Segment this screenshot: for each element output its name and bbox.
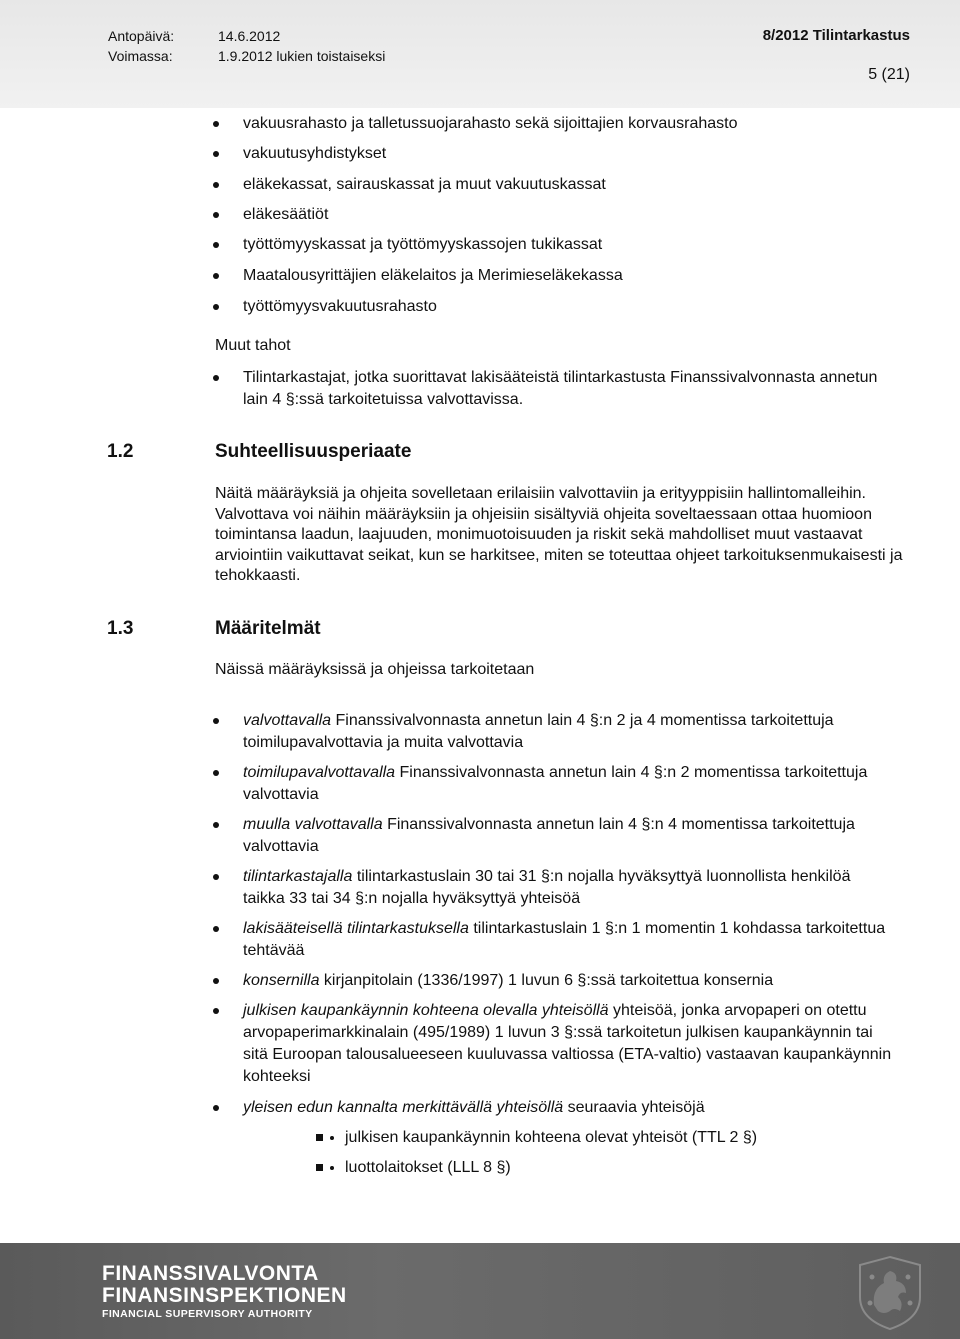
definition-item — [243, 970, 893, 992]
definition-term: muulla valvottavalla — [243, 816, 383, 833]
list-item: työttömyysvakuutusrahasto — [243, 296, 893, 318]
section-number: 1.3 — [107, 618, 134, 639]
definition-term: yleisen edun kannalta merkittävällä yhteisöllä — [243, 1099, 564, 1116]
definition-term: lakisääteisellä tilintarkastuksella — [243, 920, 469, 937]
definition-term: toimilupavalvottavalla — [243, 764, 396, 781]
definition-text: seuraavia yhteisöjä — [563, 1099, 705, 1116]
antopaiva-label: Antopäivä: — [108, 28, 175, 44]
voimassa-label: Voimassa: — [108, 48, 173, 64]
definition-item — [243, 710, 893, 754]
definition-term: julkisen kaupankäynnin kohteena olevalla yhteisöllä — [243, 1002, 609, 1019]
definition-item — [243, 1000, 893, 1088]
document-title: 8/2012 Tilintarkastus — [762, 27, 910, 44]
definition-text: tilintarkastuslain 1 §:n 1 momentin 1 kohdassa tarkoitettua tehtävää — [243, 920, 886, 959]
list-item: • luottolaitokset (LLL 8 §) — [345, 1157, 511, 1179]
finnish-lion-crest-icon — [850, 1253, 930, 1331]
definition-item — [243, 762, 893, 806]
antopaiva-value: 14.6.2012 — [218, 28, 281, 44]
suhteellisuus-paragraph: Näitä määräyksiä ja ohjeita sovelletaan erilaisiin valvottaviin ja erityyppisiin hallintomalleihin. Valvottava voi näihin määräyksiin ja ohjeisiin sisältyviä ohjeita soveltaessaan ottaa huomioon toimintansa laadun, laajuuden, monimuotoisuuden ja riskit sekä mahdolliset muut vastaavat arviointiin vaikuttavat seikat, kun se harkitsee, miten se toteuttaa ohjeet tarkoituksenmukaisesti ja tehokkaasti. — [215, 485, 903, 584]
list-item: • julkisen kaupankäynnin kohteena olevat yhteisöt (TTL 2 §) — [345, 1127, 757, 1149]
definition-term: konsernilla — [243, 972, 320, 989]
list-item: vakuusrahasto ja talletussuojarahasto sekä sijoittajien korvausrahasto — [243, 113, 893, 135]
definition-item — [243, 866, 893, 910]
list-item: työttömyyskassat ja työttömyyskassojen tukikassat — [243, 234, 893, 256]
definition-item — [243, 1097, 893, 1119]
section-title: Määritelmät — [215, 618, 321, 639]
section-number: 1.2 — [107, 441, 134, 462]
logo-line-english: FINANCIAL SUPERVISORY AUTHORITY — [102, 1308, 313, 1320]
list-item: Maatalousyrittäjien eläkelaitos ja Merimieseläkekassa — [243, 265, 893, 287]
document-header — [0, 0, 960, 108]
definition-text: yhteisöä, jonka arvopaperi on otettu arvopaperimarkkinalain (495/1989) 1 luvun 3 §:ssä tarkoitetun julkisen kaupankäynnin tai sitä Euroopan talousalueeseen kuuluvassa valtiossa (ETA-valtio) vastaavan kaupankäynnin kohteeksi — [243, 1002, 892, 1085]
page-number: 5 (21) — [868, 66, 910, 83]
list-item: vakuutusyhdistykset — [243, 143, 893, 165]
voimassa-value: 1.9.2012 lukien toistaiseksi — [218, 48, 386, 64]
definition-term: valvottavalla — [243, 712, 332, 729]
document-footer — [0, 1243, 960, 1339]
definition-text: Finanssivalvonnasta annetun lain 4 §:n 2 momentissa tarkoitettuja valvottavia — [243, 764, 868, 803]
definitions-intro: Näissä määräyksissä ja ohjeissa tarkoitetaan — [215, 661, 535, 678]
list-item: Tilintarkastajat, jotka suorittavat lakisääteistä tilintarkastusta Finanssivalvonnasta annetun lain 4 §:ssä tarkoitetuissa valvottavissa. — [243, 367, 893, 411]
logo-line-swedish: FINANSINSPEKTIONEN — [102, 1284, 347, 1307]
list-item: eläkesäätiöt — [243, 204, 893, 226]
definition-item — [243, 814, 893, 858]
section-title: Suhteellisuusperiaate — [215, 441, 412, 462]
logo-line-finnish: FINANSSIVALVONTA — [102, 1262, 319, 1285]
muut-tahot-heading: Muut tahot — [215, 337, 291, 354]
definition-text: Finanssivalvonnasta annetun lain 4 §:n 4 momentissa tarkoitettuja valvottavia — [243, 816, 855, 855]
definition-item — [243, 918, 893, 962]
definition-text: kirjanpitolain (1336/1997) 1 luvun 6 §:ssä tarkoitettua konsernia — [319, 972, 774, 989]
definition-text: Finanssivalvonnasta annetun lain 4 §:n 2 ja 4 momentissa tarkoitettuja toimilupavalvottavia ja muita valvottavia — [243, 712, 834, 751]
definition-term: tilintarkastajalla — [243, 868, 353, 885]
finanssivalvonta-logo — [102, 1263, 347, 1321]
definition-text: tilintarkastuslain 30 tai 31 §:n nojalla hyväksyttyä luonnollista henkilöä taikka 33 tai 34 §:n nojalla hyväksyttyä yhteisöä — [243, 868, 851, 907]
list-item: eläkekassat, sairauskassat ja muut vakuutuskassat — [243, 174, 893, 196]
